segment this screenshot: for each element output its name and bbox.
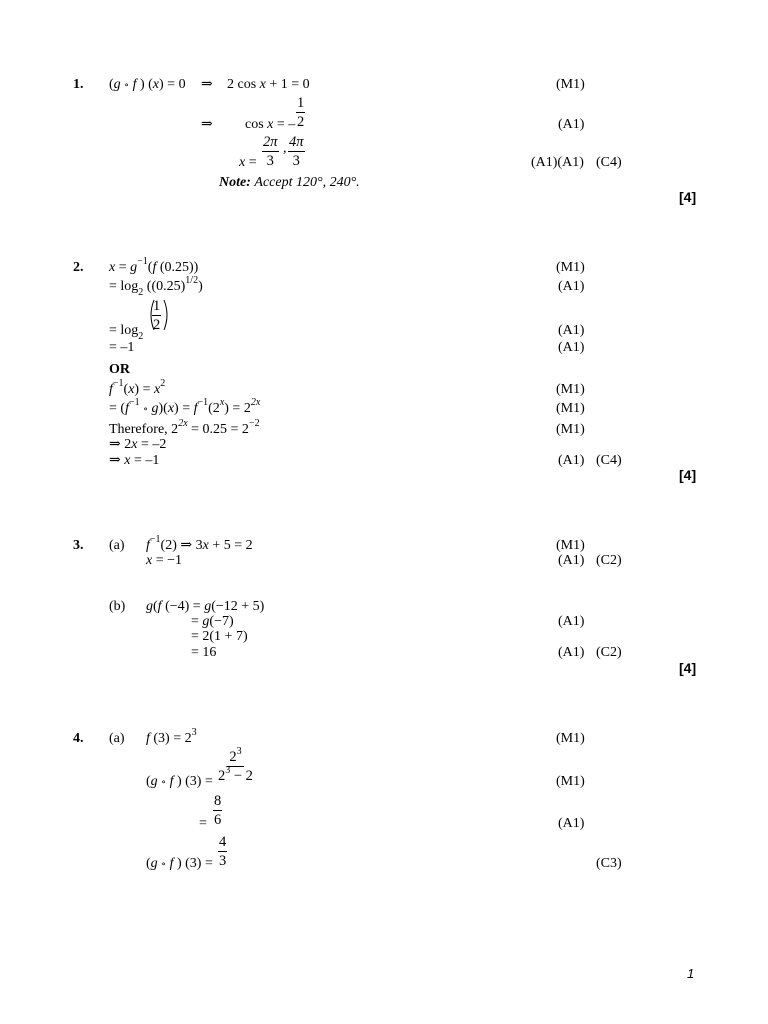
q1-note: Note: Accept 120°, 240°. (219, 175, 360, 190)
implies-arrow: ⇒ (201, 117, 213, 132)
q4a-line2-mark: (M1) (556, 774, 585, 789)
q3a-line2-mark: (A1) (558, 553, 585, 568)
q1-line3-lhs: x = (239, 155, 257, 170)
q4a-line1: f $(3) = 2^3$ (146, 727, 197, 746)
fraction-one-half: $\frac{1}{2}$ (297, 95, 305, 130)
q3b-line2: = g(−7) (191, 614, 234, 629)
q2-line9-c-mark: (C4) (596, 453, 622, 468)
question-3-number: 3. (73, 538, 84, 553)
q2-line9: ⇒ x = –1 (109, 453, 160, 468)
q1-line3-mark: (A1)(A1) (531, 155, 584, 170)
q3b-line2-mark: (A1) (558, 614, 585, 629)
right-parenthesis (160, 299, 172, 331)
fraction-8-over-6-unsimplified: $\frac{2^3}{2^3 - 2}$ (218, 746, 253, 784)
q2-line2-mark: (A1) (558, 279, 585, 294)
q1-line2-mark: (A1) (558, 117, 585, 132)
q1-line1-rhs: 2 cos x + 1 = 0 (227, 77, 310, 92)
fraction-4pi-over-3: $\frac{4\pi}{3}$ (289, 134, 304, 169)
q4a-line4-lhs: (g ∘ f ) (3) = (146, 856, 213, 871)
q2-line5-mark: (M1) (556, 382, 585, 397)
q2-line3-mark: (A1) (558, 323, 585, 338)
q3b-line4-mark: (A1) (558, 645, 585, 660)
q2-line2: = $\log_2 ((0.25)^{1/2})$ (109, 275, 203, 298)
q3-part-b-label: (b) (109, 599, 126, 614)
q4a-line3-mark: (A1) (558, 816, 585, 831)
equals-sign: = (199, 816, 207, 831)
q3-part-a-label: (a) (109, 538, 125, 553)
q2-line4: = –1 (109, 340, 135, 355)
q1-line1-lhs: (g ∘ f ) (x) = 0 (109, 77, 186, 92)
q2-line9-mark: (A1) (558, 453, 585, 468)
q3-total-marks: [4] (679, 660, 697, 676)
q3a-line1-mark: (M1) (556, 538, 585, 553)
q3a-line2: x = −1 (146, 553, 183, 568)
q4a-line4-c-mark: (C3) (596, 856, 622, 871)
q2-line4-mark: (A1) (558, 340, 585, 355)
q3a-line1: $f^{-1}(2)$ ⇒ 3x + 5 = 2 (146, 534, 253, 553)
fraction-2pi-over-3: $\frac{2\pi}{3}$ (263, 134, 278, 169)
q4-part-a-label: (a) (109, 731, 125, 746)
q3b-line4: = 16 (191, 645, 217, 660)
q2-line1-mark: (M1) (556, 260, 585, 275)
q2-total-marks: [4] (679, 467, 697, 483)
q3a-line2-c-mark: (C2) (596, 553, 622, 568)
fraction-4-over-3: $\frac{4}{3}$ (219, 834, 227, 869)
q2-line8: ⇒ 2x = –2 (109, 437, 167, 452)
q2-line3-log: = $\log_2$ (109, 323, 144, 342)
question-1-number: 1. (73, 77, 84, 92)
q1-line3-c-mark: (C4) (596, 155, 622, 170)
q2-line6-mark: (M1) (556, 401, 585, 416)
fraction-one-half: $\frac{1}{2}$ (153, 298, 161, 333)
fraction-8-over-6: $\frac{8}{6}$ (214, 793, 222, 828)
or-label: OR (109, 362, 130, 377)
q4a-line2-lhs: (g ∘ f ) (3) = (146, 774, 213, 789)
q2-line1: $x = g^{-1}(f$ (0.25)) (109, 256, 199, 275)
q3b-line4-c-mark: (C2) (596, 645, 622, 660)
q3b-line3: = 2(1 + 7) (191, 629, 248, 644)
q1-total-marks: [4] (679, 189, 697, 205)
q2-line7-mark: (M1) (556, 422, 585, 437)
q4a-line1-mark: (M1) (556, 731, 585, 746)
implies-arrow: ⇒ (201, 77, 213, 92)
q2-line7: Therefore, $2^{2x} = 0.25 = 2^{-2}$ (109, 418, 260, 437)
page-number: 1 (687, 966, 695, 981)
q2-line6: = ($f^{-1}$ ∘ $g)(x) = f^{-1}(2^x) = 2^{2x}$ (109, 397, 261, 416)
comma: , (283, 141, 287, 156)
question-4-number: 4. (73, 731, 84, 746)
q2-line5: $f^{-1}(x) = x^2$ (109, 378, 166, 397)
q1-line2-lhs: cos x = – (245, 117, 296, 132)
question-2-number: 2. (73, 260, 84, 275)
q3b-line1: g(f (−4) = g(−12 + 5) (146, 599, 265, 614)
q1-line1-mark: (M1) (556, 77, 585, 92)
